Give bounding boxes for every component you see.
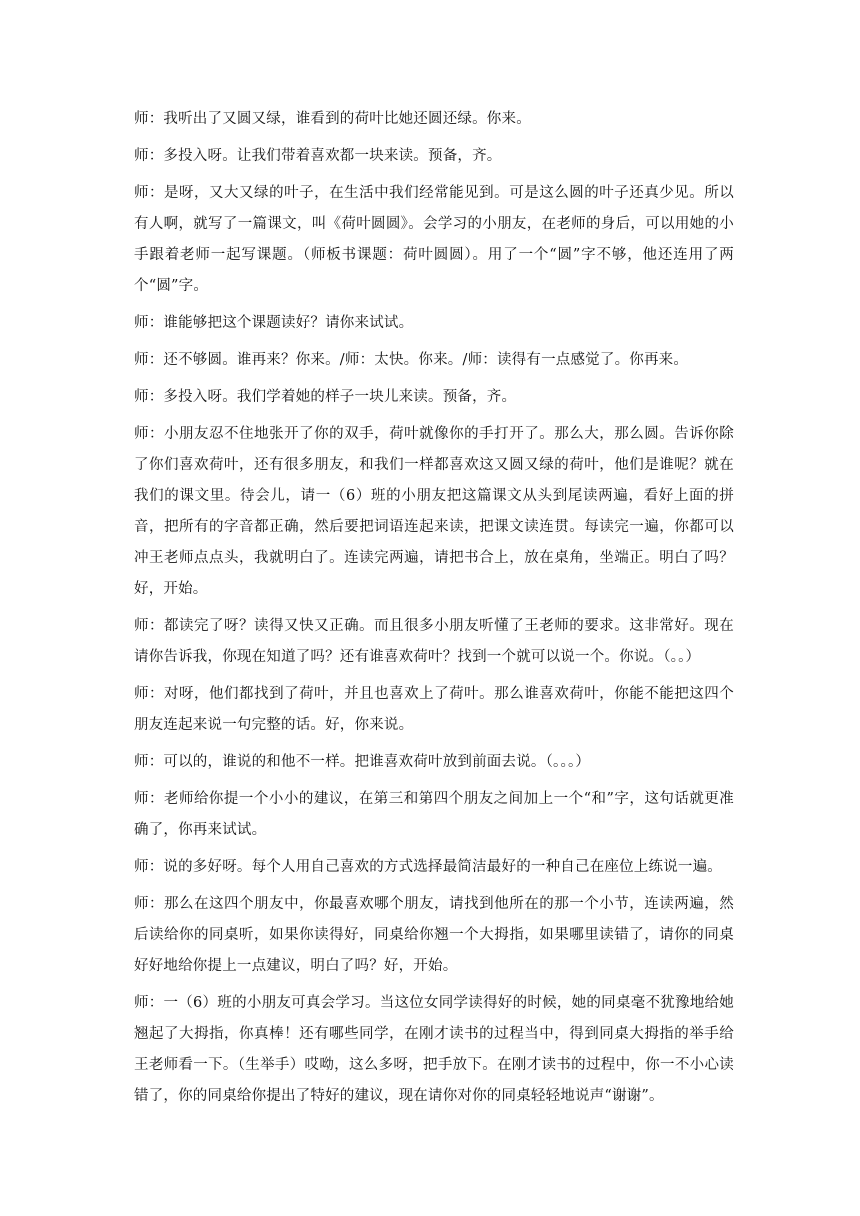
- paragraph: 师：还不够圆。谁再来？你来。/师：太快。你来。/师：读得有一点感觉了。你再来。: [134, 352, 689, 368]
- paragraph: 师：多投入呀。让我们带着喜欢都一块来读。预备，齐。: [134, 148, 502, 164]
- paragraph: 师：我听出了又圆又绿，谁看到的荷叶比她还圆还绿。你来。: [134, 111, 531, 127]
- paragraph: 师：谁能够把这个课题读好？请你来试试。: [134, 315, 414, 331]
- paragraph: 师：小朋友忍不住地张开了你的双手，荷叶就像你的手打开了。那么大，那么圆。告诉你除了你们喜欢荷叶，还有很多朋友，和我们一样都喜欢这又圆又绿的荷叶，他们是谁呢？就在我们的课文里。待会儿，请一（6）班的小朋友把这篇课文从头到尾读两遍，看好上面的拼音，把所有的字音都正确，然后要把词语连起来读，把课文读连贯。每读完一遍，你都可以冲王老师点点头，我就明白了。连读完两遍，请把书合上，放在桌角，坐端正。明白了吗？好，开始。: [134, 426, 734, 597]
- paragraph: 师：都读完了呀？读得又快又正确。而且很多小朋友听懂了王老师的要求。这非常好。现在请你告诉我，你现在知道了吗？还有谁喜欢荷叶？找到一个就可以说一个。你说。（。。）: [134, 618, 734, 665]
- paragraph: 师：是呀，又大又绿的叶子，在生活中我们经常能见到。可是这么圆的叶子还真少见。所以有人啊，就写了一篇课文，叫《荷叶圆圆》。会学习的小朋友，在老师的身后，可以用她的小手跟着老师一起写课题。（师板书课题：荷叶圆圆）。用了一个“圆”字不够，他还连用了两个“圆”字。: [134, 185, 734, 294]
- paragraph: 师：老师给你提一个小小的建议，在第三和第四个朋友之间加上一个“和”字，这句话就更准确了，你再来试试。: [134, 791, 734, 838]
- paragraph: 师：那么在这四个朋友中，你最喜欢哪个朋友，请找到他所在的那一个小节，连读两遍，然后读给你的同桌听，如果你读得好，同桌给你翘一个大拇指，如果哪里读错了，请你的同桌好好地给你提上一点建议，明白了吗？好，开始。: [134, 896, 734, 974]
- paragraph: 师：可以的，谁说的和他不一样。把谁喜欢荷叶放到前面去说。（。。。）: [134, 754, 591, 770]
- paragraph: 师：多投入呀。我们学着她的样子一块儿来读。预备，齐。: [134, 389, 517, 405]
- document-body: [134, 104, 734, 1118]
- paragraph: 师：说的多好呀。每个人用自己喜欢的方式选择最简洁最好的一种自己在座位上练说一遍。: [134, 859, 722, 875]
- paragraph: 师：一（6）班的小朋友可真会学习。当这位女同学读得好的时候，她的同桌毫不犹豫地给她翘起了大拇指，你真棒！还有哪些同学，在刚才读书的过程当中，得到同桌大拇指的举手给王老师看一下。（生举手）哎呦，这么多呀，把手放下。在刚才读书的过程中，你一不小心读错了，你的同桌给你提出了特好的建议，现在请你对你的同桌轻轻地说声“谢谢”。: [134, 995, 734, 1104]
- paragraph: 师：对呀，他们都找到了荷叶，并且也喜欢上了荷叶。那么谁喜欢荷叶，你能不能把这四个朋友连起来说一句完整的话。好，你来说。: [134, 686, 734, 733]
